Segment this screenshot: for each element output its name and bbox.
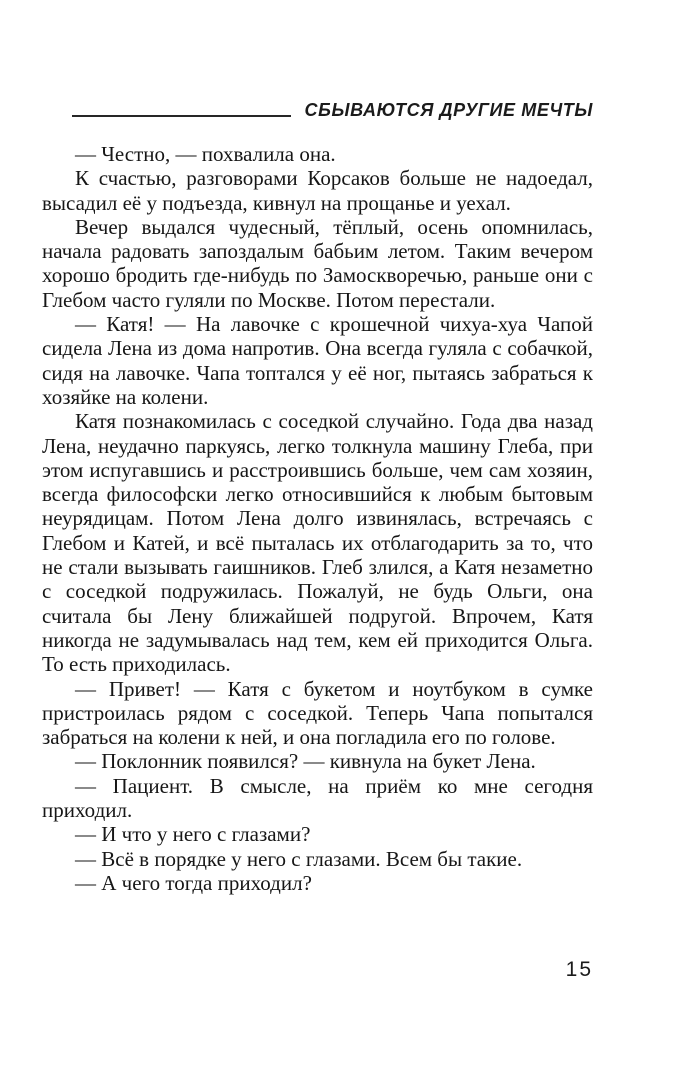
paragraph: Катя познакомилась с соседкой случайно. Года два назад Лена, неудачно паркуясь, легко толкнула машину Глеба, при этом испугавшись и расстроившись больше, чем сам хозяин, всегда философски легко относившийся к любым бытовым неурядицам. Потом Лена долго извинялась, встречаясь с Глебом и Катей, и всё пыталась их отблагодарить за то, что не стали вызывать гаишников. Глеб злился, а Катя незаметно с соседкой подружилась. Пожалуй, не будь Ольги, она считала бы Лену ближайшей подругой. Впрочем, Катя никогда не задумывалась над тем, кем ей приходится Ольга. То есть приходилась. [42,409,593,677]
paragraph: — И что у него с глазами? [75,822,311,847]
paragraph: — А чего тогда приходил? [75,870,312,895]
paragraph: — Привет! — Катя с букетом и ноутбуком в сумке пристроилась рядом с соседкой. Теперь Чапа попытался забраться на колени к ней, и она погладила его по голове. [42,676,593,750]
header-rule-divider [72,115,291,117]
paragraph: — Поклонник появился? — кивнула на букет Лена. [75,749,536,774]
running-title: СБЫВАЮТСЯ ДРУГИЕ МЕЧТЫ [304,100,593,120]
paragraph: Вечер выдался чудесный, тёплый, осень опомнилась, начала радовать запоздалым бабьим летом. Таким вечером хорошо бродить где-нибудь по Замоскворечью, раньше они с Глебом часто гуляли по Москве. Потом перестали. [42,214,593,312]
paragraph: — Честно, — похвалила она. [75,142,336,166]
page-text-body [42,142,593,895]
paragraph: — Катя! — На лавочке с крошечной чихуа-хуа Чапой сидела Лена из дома напротив. Она всегда гуляла с собачкой, сидя на лавочке. Чапа топтался у её ног, пытаясь забраться к хозяйке на колени. [42,312,593,409]
running-header [72,100,593,121]
paragraph: — Всё в порядке у него с глазами. Всем бы такие. [75,846,523,871]
page-number: 15 [565,958,593,981]
paragraph: — Пациент. В смысле, на приём ко мне сегодня приходил. [42,773,593,823]
paragraph: К счастью, разговорами Корсаков больше не надоедал, высадил её у подъезда, кивнул на прощанье и уехал. [42,166,593,215]
